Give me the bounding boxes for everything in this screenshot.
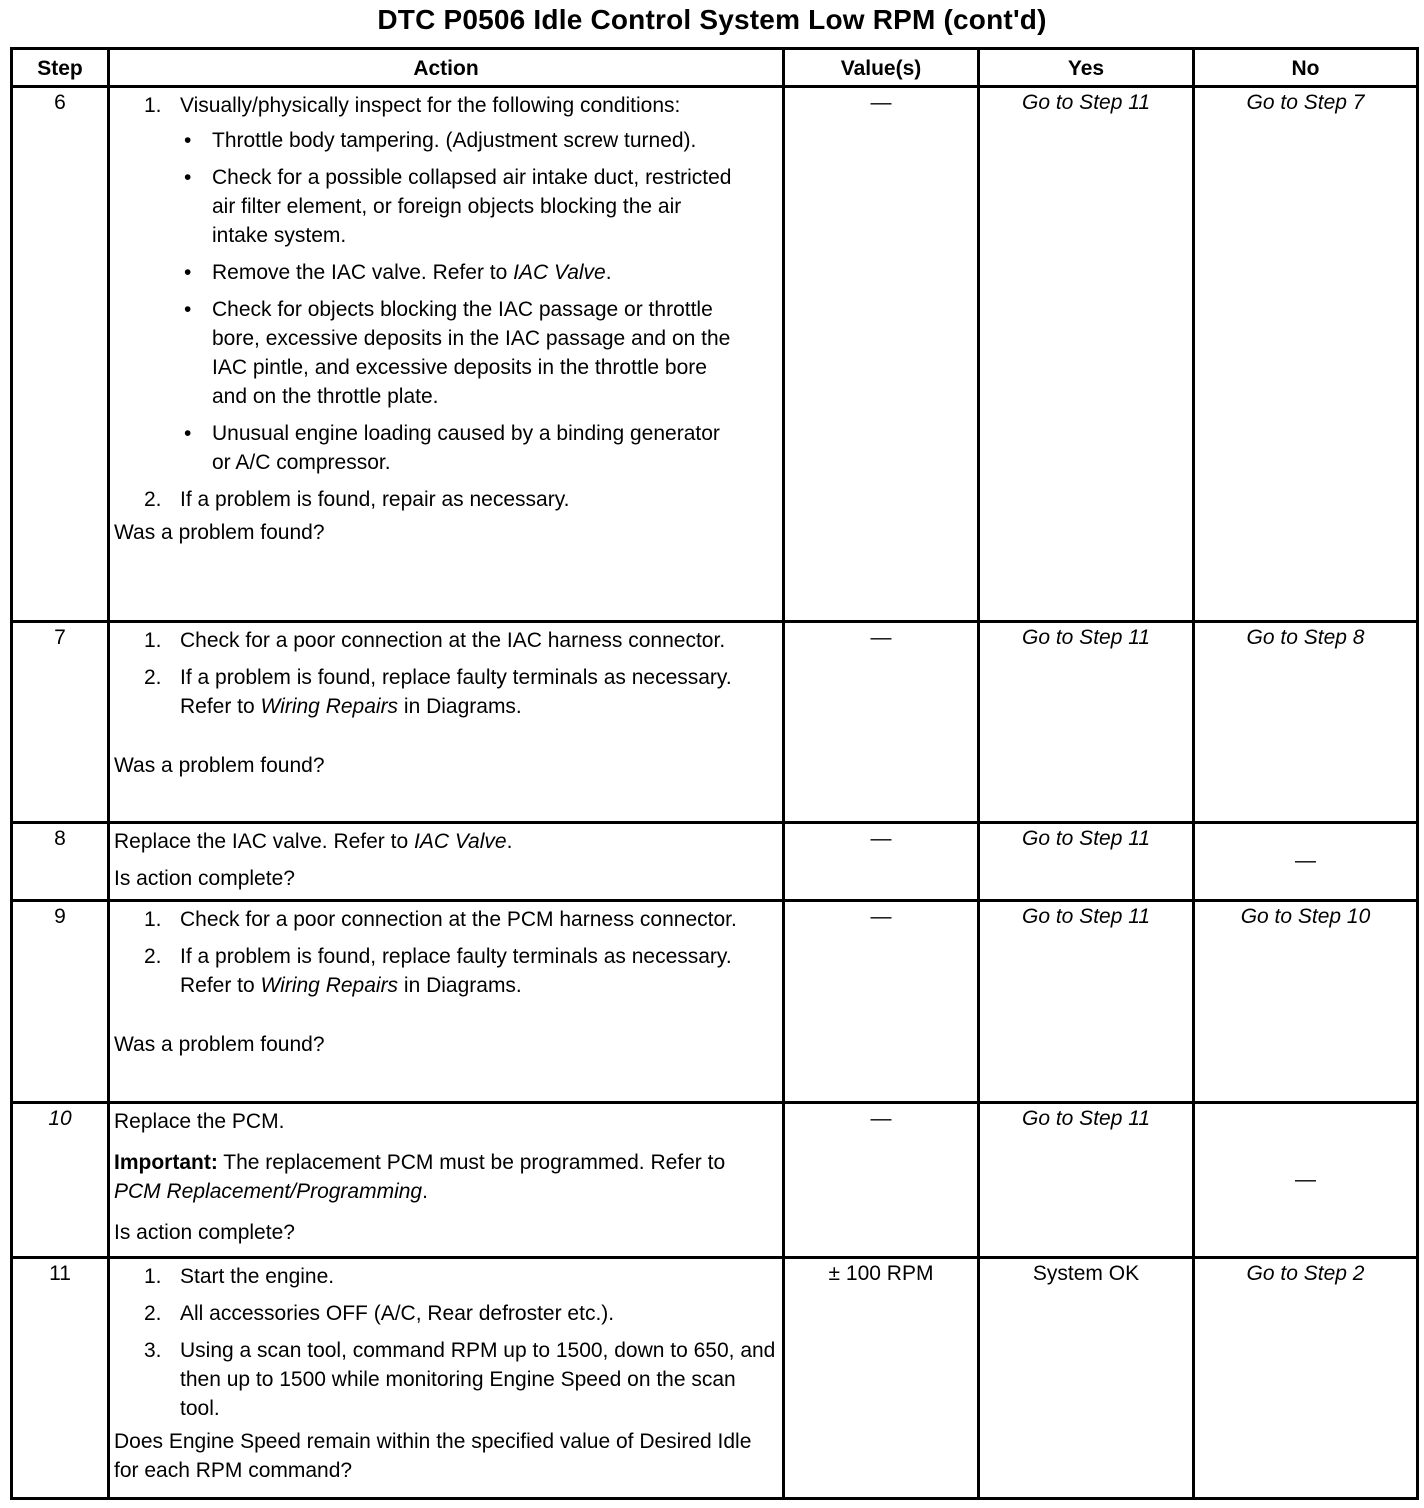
question: Was a problem found? [114,1033,325,1056]
value-cell: — [784,622,979,823]
step-number: 6 [12,87,109,622]
action-list [114,1262,776,1423]
header-step: Step [12,49,109,87]
value-cell: — [784,87,979,622]
list-item: • Check for a possible collapsed air intake duct, restricted air filter element, or foreign objects blocking the air intake system. [184,166,732,247]
action-text: Replace the IAC valve. Refer to IAC Valve. [114,830,513,853]
step-number: 8 [12,823,109,901]
list-item: • Check for objects blocking the IAC passage or throttle bore, excessive deposits in the IAC passage and on the IAC pintle, and excessive deposits in the throttle bore and on the throttle plate. [184,298,731,408]
action-list [114,626,776,721]
action-cell [109,1103,784,1258]
list-item: 1. Check for a poor connection at the IAC harness connector. [144,629,726,652]
bullet-list [114,126,776,477]
reference-link: IAC Valve [413,830,507,853]
list-item: 1. Start the engine. [144,1265,335,1288]
list-item: 2. All accessories OFF (A/C, Rear defroster etc.). [144,1302,615,1325]
yes-result: System OK [979,1258,1194,1499]
yes-result: Go to Step 11 [979,622,1194,823]
value-cell: — [784,823,979,901]
action-list [114,905,776,1000]
table-row [12,901,1418,1103]
table-header-row [12,49,1418,87]
table-row [12,823,1418,901]
list-item: • Remove the IAC valve. Refer to IAC Valve. [184,261,612,284]
step-number: 9 [12,901,109,1103]
important-note: Important: The replacement PCM must be programmed. Refer to PCM Replacement/Programming. [114,1151,726,1203]
page-title: DTC P0506 Idle Control System Low RPM (cont'd) [377,4,1047,35]
table-row [12,1258,1418,1499]
value-cell: ± 100 RPM [784,1258,979,1499]
list-item: 3. Using a scan tool, command RPM up to 1500, down to 650, and then up to 1500 while monitoring Engine Speed on the scan tool. [144,1339,776,1420]
no-result: Go to Step 8 [1194,622,1418,823]
header-values: Value(s) [784,49,979,87]
action-cell [109,823,784,901]
question: Does Engine Speed remain within the specified value of Desired Idle for each RPM command? [114,1430,752,1482]
no-result: — [1194,823,1418,901]
yes-result: Go to Step 11 [979,87,1194,622]
action-cell [109,901,784,1103]
reference-link: Wiring Repairs [260,695,399,718]
action-cell [109,1258,784,1499]
header-no: No [1194,49,1418,87]
list-item: 1. Visually/physically inspect for the following conditions: • Throttle body tampering. (Adjustment screw turned). • Check for a possible collapsed air intake duct, restricted air filter element, or foreign objects blocking the air intake system. • Remove the IAC valve. Refer to IAC Valve. • Check for objects blocking the IAC passage or throttle bore, excessive deposits in the IAC passage and on the IAC pintle, and excessive deposits in the throttle bore and on the throttle plate. • Unusual engine loading caused by a binding generator or A/C compressor. [114,91,776,477]
no-result: Go to Step 10 [1194,901,1418,1103]
reference-link: IAC Valve [513,261,606,284]
no-result: — [1194,1103,1418,1258]
list-item: 2. If a problem is found, repair as necessary. [144,488,570,511]
step-number: 7 [12,622,109,823]
action-text: Replace the PCM. [114,1110,285,1133]
list-item: 2. If a problem is found, replace faulty terminals as necessary. Refer to Wiring Repairs in Diagrams. [144,945,732,997]
list-item: • Unusual engine loading caused by a binding generator or A/C compressor. [184,422,720,474]
yes-result: Go to Step 11 [979,1103,1194,1258]
value-cell: — [784,901,979,1103]
table-row [12,1103,1418,1258]
list-item: 1. Check for a poor connection at the PCM harness connector. [144,908,737,931]
reference-link: Wiring Repairs [260,974,399,997]
action-list [114,91,776,514]
yes-result: Go to Step 11 [979,823,1194,901]
header-action: Action [109,49,784,87]
step-number: 10 [12,1103,109,1258]
question: Is action complete? [114,867,295,890]
value-cell: — [784,1103,979,1258]
action-cell [109,87,784,622]
question: Was a problem found? [114,521,325,544]
table-row [12,622,1418,823]
table-row [12,87,1418,622]
yes-result: Go to Step 11 [979,901,1194,1103]
step-number: 11 [12,1258,109,1499]
question: Was a problem found? [114,754,325,777]
list-item: • Throttle body tampering. (Adjustment screw turned). [184,129,697,152]
no-result: Go to Step 7 [1194,87,1418,622]
list-item: 2. If a problem is found, replace faulty terminals as necessary. Refer to Wiring Repairs in Diagrams. [144,666,732,718]
no-result: Go to Step 2 [1194,1258,1418,1499]
diagnostic-table [10,47,1419,1500]
reference-link: PCM Replacement/Programming [114,1180,423,1203]
question: Is action complete? [114,1221,295,1244]
action-cell [109,622,784,823]
header-yes: Yes [979,49,1194,87]
